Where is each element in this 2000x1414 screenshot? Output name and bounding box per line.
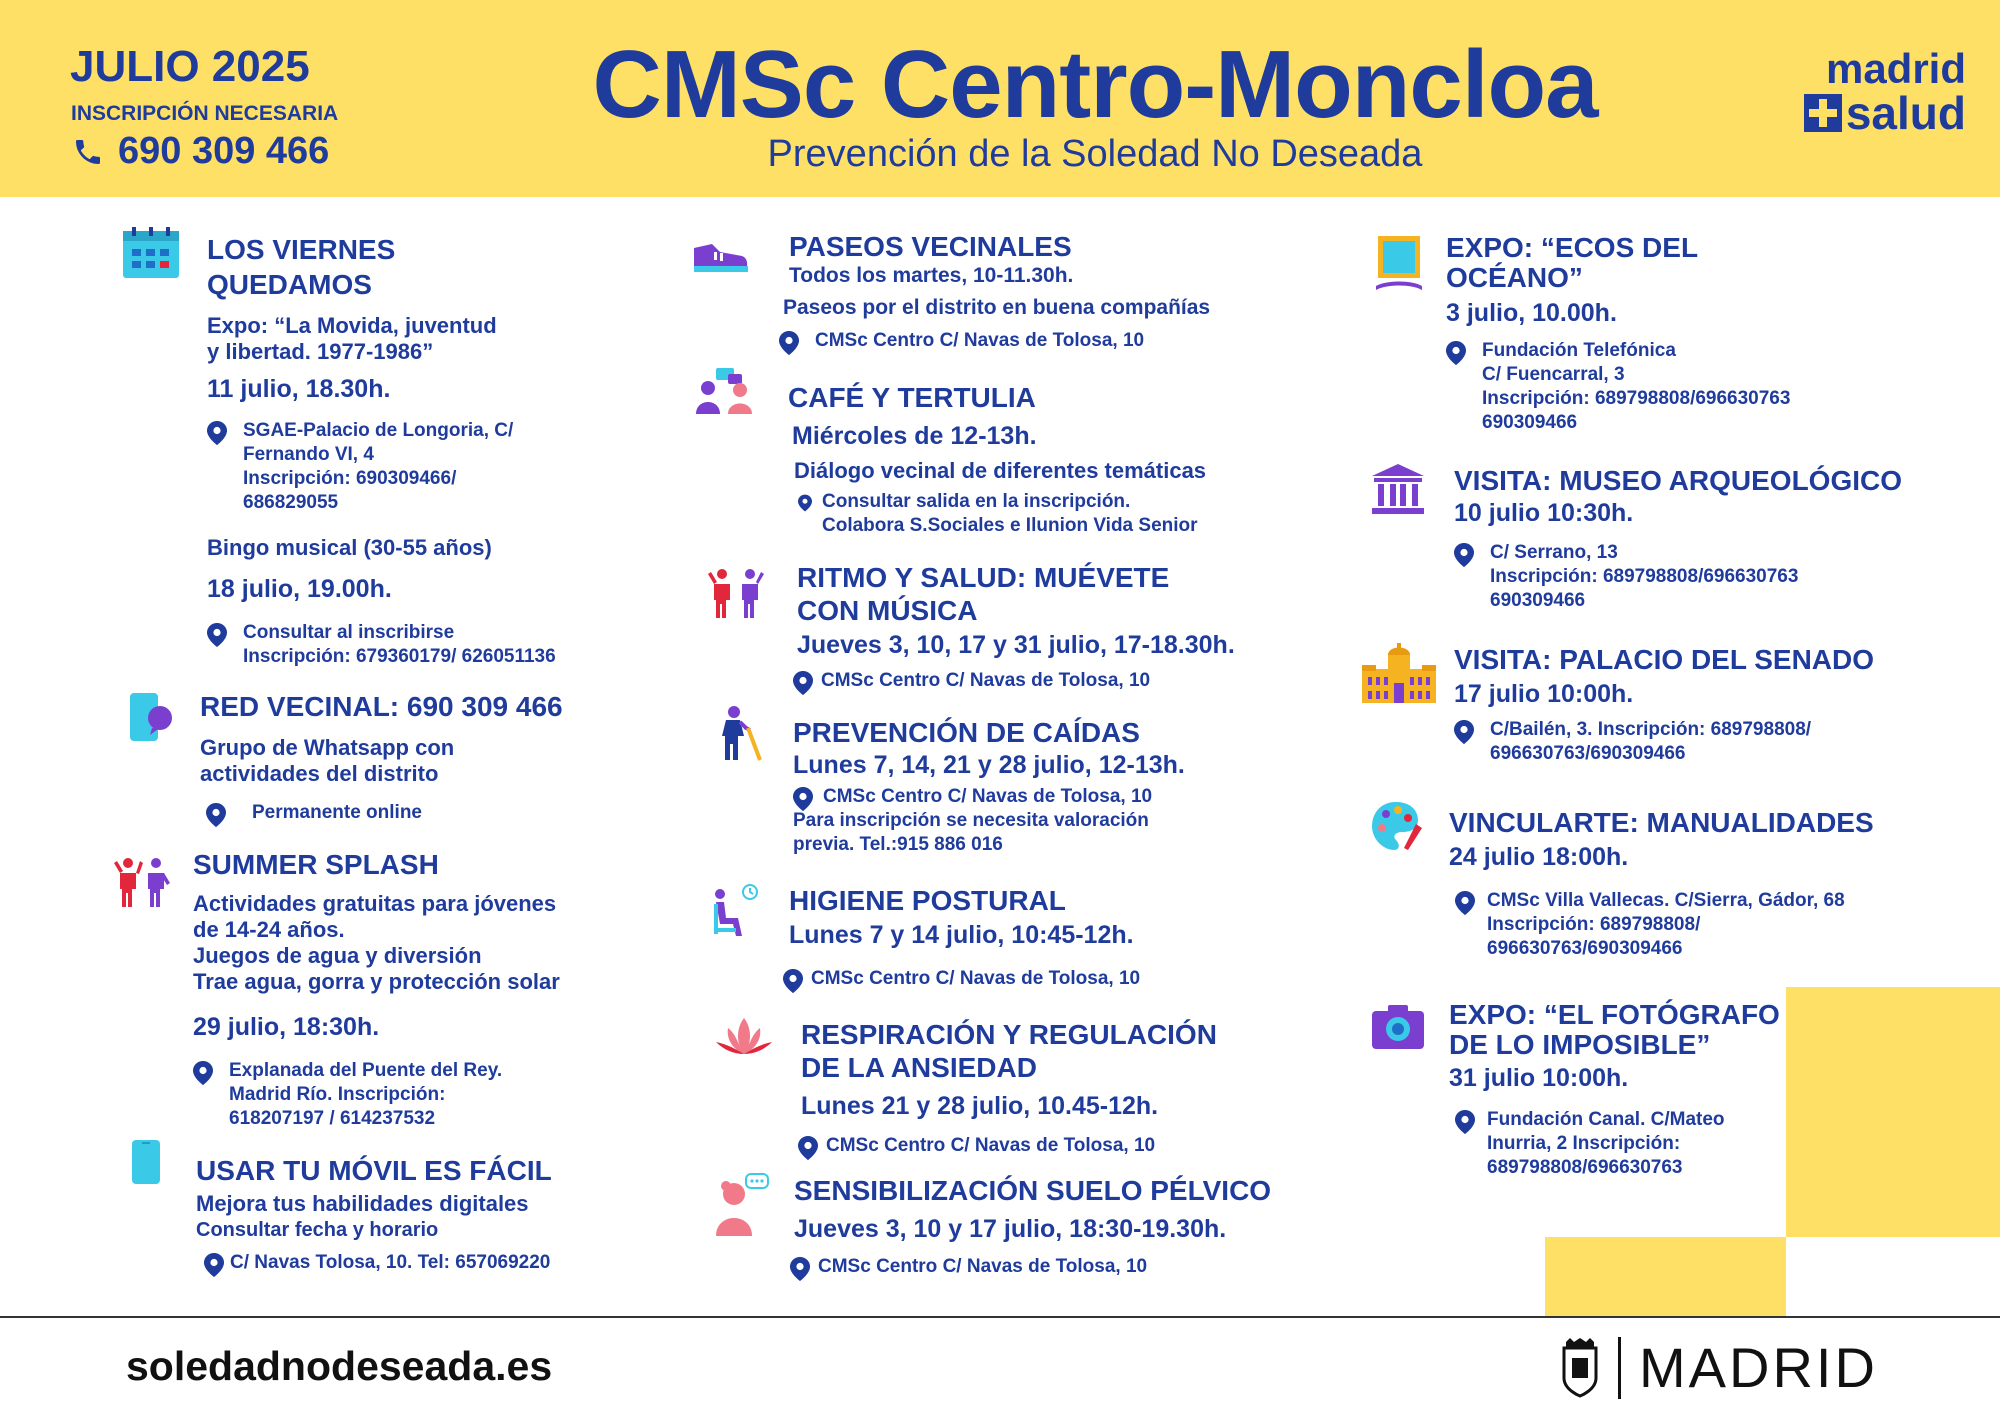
location-text: C/Bailén, 3. Inscripción: 689798808/ 696630763/690309466 — [1490, 719, 1812, 764]
event-palacio-senado — [1454, 643, 1914, 766]
location-pin-icon — [1454, 543, 1474, 567]
header-inscription-note: INSCRIPCIÓN NECESARIA — [71, 102, 339, 125]
event-description: Mejora tus habilidades digitales — [196, 1191, 529, 1216]
museum-icon — [1372, 464, 1424, 514]
event-location — [1454, 718, 1914, 766]
location-text: SGAE-Palacio de Longoria, C/ Fernando VI, 4 Inscripción: 690309466/ 686829055 — [243, 420, 514, 513]
location-pin-icon — [1455, 1110, 1475, 1134]
page-subtitle: Prevención de la Soledad No Deseada — [767, 133, 1423, 175]
location-pin-icon — [793, 787, 813, 811]
event-los-viernes-quedamos — [207, 233, 637, 669]
event-title: PASEOS VECINALES — [789, 231, 1072, 262]
event-title: EXPO: “EL FOTÓGRAFO DE LO IMPOSIBLE” — [1449, 999, 1780, 1060]
event-description: Consultar fecha y horario — [196, 1219, 439, 1241]
event-note: Para inscripción se necesita valoración previa. Tel.:915 886 016 — [793, 810, 1149, 855]
framed-picture-icon — [1376, 236, 1422, 292]
event-date: 18 julio, 19.00h. — [207, 575, 392, 603]
event-date: 29 julio, 18:30h. — [193, 1013, 380, 1041]
location-text: CMSc Centro C/ Navas de Tolosa, 10 — [826, 1135, 1156, 1156]
event-location — [790, 1255, 1314, 1279]
event-location — [798, 490, 1308, 538]
woman-thinking-icon — [712, 1172, 776, 1236]
event-location — [200, 801, 650, 825]
event-title: SENSIBILIZACIÓN SUELO PÉLVICO — [794, 1175, 1272, 1206]
event-date: Lunes 7, 14, 21 y 28 julio, 12-13h. — [793, 751, 1185, 779]
paint-palette-icon — [1372, 800, 1424, 852]
mobile-phone-icon — [132, 1140, 160, 1184]
event-date: 17 julio 10:00h. — [1454, 680, 1634, 708]
people-exercising-icon — [706, 568, 766, 620]
location-pin-icon — [1455, 891, 1475, 915]
location-text: CMSc Centro C/ Navas de Tolosa, 10 — [815, 330, 1145, 351]
event-title: VISITA: MUSEO ARQUEOLÓGICO — [1454, 465, 1903, 496]
palace-icon — [1362, 643, 1436, 703]
location-pin-icon — [193, 1061, 213, 1085]
location-pin-icon — [783, 969, 803, 993]
event-title: PREVENCIÓN DE CAÍDAS — [793, 717, 1140, 748]
event-title: LOS VIERNES — [207, 234, 396, 265]
event-location — [1449, 889, 1919, 961]
location-pin-icon — [798, 1136, 818, 1160]
header-phone[interactable] — [72, 130, 329, 173]
event-title: CAFÉ Y TERTULIA — [788, 382, 1036, 413]
event-description: Paseos por el distrito en buena compañías — [783, 296, 1211, 319]
footer-divider — [0, 1316, 2000, 1318]
event-location — [793, 669, 1317, 693]
phone-chat-icon — [128, 693, 174, 743]
location-text: CMSc Centro C/ Navas de Tolosa, 10 — [823, 786, 1153, 807]
event-location — [196, 1251, 656, 1275]
header-phone-number: 690 309 466 — [118, 130, 330, 172]
event-fotografo-imposible — [1449, 1000, 1909, 1180]
madrid-coat-of-arms-icon — [1560, 1338, 1600, 1398]
event-cafe-tertulia — [788, 381, 1308, 538]
event-museo-arqueologico — [1454, 464, 1914, 613]
event-date: 11 julio, 18.30h. — [207, 375, 391, 403]
lotus-icon — [716, 1018, 772, 1060]
event-title: RESPIRACIÓN Y REGULACIÓN DE LA ANSIEDAD — [801, 1019, 1217, 1083]
location-text: Consultar salida en la inscripción. Colabora S.Sociales e Ilunion Vida Senior — [822, 491, 1198, 536]
event-date: 3 julio, 10.00h. — [1446, 299, 1617, 327]
location-text: CMSc Villa Vallecas. C/Sierra, Gádor, 68 Inscripción: 689798808/ 696630763/690309466 — [1487, 890, 1845, 959]
event-date: 31 julio 10:00h. — [1449, 1064, 1629, 1092]
madrid-salud-logo — [1786, 45, 1966, 139]
location-text: Fundación Canal. C/Mateo Inurria, 2 Inscripción: 689798808/696630763 — [1487, 1109, 1725, 1178]
location-text: Consultar al inscribirse Inscripción: 679360179/ 626051136 — [243, 622, 556, 667]
plus-icon — [1804, 94, 1842, 132]
event-summer-splash — [193, 848, 653, 1131]
madrid-city-logo — [1560, 1335, 1878, 1400]
event-location — [1454, 541, 1914, 613]
calendar-icon — [122, 227, 180, 279]
event-description: Actividades gratuitas para jóvenes de 14-24 años. Juegos de agua y diversión Trae agua, gorra y protección solar — [193, 891, 560, 994]
event-title: VISITA: PALACIO DEL SENADO — [1454, 644, 1875, 675]
location-text: CMSc Centro C/ Navas de Tolosa, 10 — [821, 670, 1151, 691]
event-description: Expo: “La Movida, juventud y libertad. 1977-1986” — [207, 313, 497, 364]
event-date: Jueves 3, 10, 17 y 31 julio, 17-18.30h. — [797, 631, 1235, 659]
conversation-icon — [694, 368, 758, 414]
event-title: RITMO Y SALUD: MUÉVETE CON MÚSICA — [797, 562, 1170, 626]
event-location — [193, 1059, 653, 1131]
location-pin-icon — [798, 494, 812, 512]
event-title: VINCULARTE: MANUALIDADES — [1449, 807, 1874, 838]
camera-icon — [1372, 1003, 1424, 1049]
event-date: Miércoles de 12-13h. — [792, 422, 1037, 450]
location-pin-icon — [207, 623, 227, 647]
seated-posture-icon — [710, 884, 762, 938]
location-pin-icon — [779, 331, 799, 355]
event-suelo-pelvico — [794, 1174, 1314, 1279]
event-respiracion — [801, 1018, 1321, 1158]
event-ritmo-y-salud — [797, 561, 1317, 693]
event-higiene-postural — [789, 884, 1289, 991]
event-description: Grupo de Whatsapp con actividades del distrito — [200, 735, 455, 786]
madrid-wordmark: MADRID — [1639, 1336, 1878, 1399]
sneaker-icon — [690, 238, 750, 274]
event-ecos-del-oceano — [1446, 233, 1886, 435]
event-title: USAR TU MÓVIL ES FÁCIL — [196, 1155, 552, 1186]
page-title: CMSc Centro-Moncloa — [592, 31, 1598, 138]
event-prevencion-caidas — [793, 716, 1323, 857]
event-date: Lunes 21 y 28 julio, 10.45-12h. — [801, 1092, 1159, 1120]
event-title: SUMMER SPLASH — [193, 849, 439, 880]
location-pin-icon — [793, 671, 813, 695]
location-text: Permanente online — [252, 802, 422, 823]
event-date: Lunes 7 y 14 julio, 10:45-12h. — [789, 921, 1134, 949]
phone-icon — [72, 136, 104, 168]
location-pin-icon — [204, 1253, 224, 1277]
header-month: JULIO 2025 — [70, 42, 310, 91]
location-pin-icon — [1454, 720, 1474, 744]
event-location — [793, 785, 1323, 809]
decorative-square — [1545, 1237, 1786, 1317]
location-pin-icon — [206, 803, 226, 827]
location-text: Explanada del Puente del Rey. Madrid Río. Inscripción: 618207197 / 614237532 — [229, 1060, 503, 1129]
location-text: C/ Serrano, 13 Inscripción: 689798808/696630763 690309466 — [1490, 542, 1799, 611]
location-pin-icon — [1446, 341, 1466, 365]
people-dancing-icon — [112, 857, 172, 909]
event-location — [783, 967, 1289, 991]
logo-separator — [1618, 1337, 1621, 1399]
location-text: C/ Navas Tolosa, 10. Tel: 657069220 — [230, 1252, 551, 1273]
location-pin-icon — [207, 421, 227, 445]
event-description: Diálogo vecinal de diferentes temáticas — [794, 458, 1207, 483]
event-location — [1449, 1108, 1909, 1180]
location-text: CMSc Centro C/ Navas de Tolosa, 10 — [811, 968, 1141, 989]
event-title: HIGIENE POSTURAL — [789, 885, 1066, 916]
location-pin-icon — [790, 1257, 810, 1281]
event-vincularte — [1449, 806, 1919, 961]
elderly-with-cane-icon — [716, 706, 762, 762]
event-location — [779, 329, 1303, 353]
event-location — [207, 419, 637, 515]
location-text: CMSc Centro C/ Navas de Tolosa, 10 — [818, 1256, 1148, 1277]
event-title: EXPO: “ECOS DEL OCÉANO” — [1446, 232, 1699, 293]
event-date: 24 julio 18:00h. — [1449, 843, 1629, 871]
footer-website-link[interactable]: soledadnodeseada.es — [126, 1343, 553, 1389]
event-title: RED VECINAL: 690 309 466 — [200, 691, 563, 722]
event-red-vecinal — [200, 690, 650, 825]
event-date: Jueves 3, 10 y 17 julio, 18:30-19.30h. — [794, 1215, 1227, 1243]
event-location — [1446, 339, 1886, 435]
event-location — [207, 621, 637, 669]
event-usar-tu-movil — [196, 1154, 656, 1275]
logo-line-1: madrid — [1825, 45, 1966, 92]
event-title: QUEDAMOS — [207, 269, 372, 300]
event-paseos-vecinales — [783, 230, 1303, 353]
location-text: Fundación Telefónica C/ Fuencarral, 3 Inscripción: 689798808/696630763 690309466 — [1482, 340, 1791, 433]
header-banner — [0, 0, 2000, 197]
event-location — [798, 1134, 1321, 1158]
event-description: Todos los martes, 10-11.30h. — [789, 264, 1074, 287]
event-date: 10 julio 10:30h. — [1454, 499, 1634, 527]
event-description: Bingo musical (30-55 años) — [207, 535, 492, 560]
logo-line-2: salud — [1845, 87, 1966, 139]
